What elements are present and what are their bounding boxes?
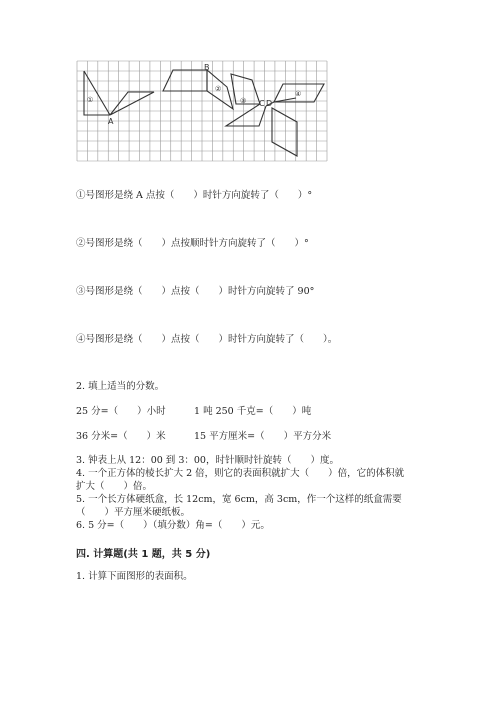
q4-line-2: 扩大（ ）倍。 xyxy=(76,481,153,492)
q2-item-3: 36 分米=（ ）米 xyxy=(76,431,166,442)
point-a-label: A xyxy=(108,117,114,126)
q1-line-1: ①号图形是绕 A 点按（ ）时针方向旋转了（ ）° xyxy=(76,190,313,201)
shape-2 xyxy=(163,70,233,109)
shape-4-number: ④ xyxy=(295,90,302,98)
point-b-label: B xyxy=(204,63,210,72)
shape-3-number: ③ xyxy=(240,97,247,105)
point-c-label: C xyxy=(259,99,265,108)
grid-lines xyxy=(77,61,327,161)
q2-item-4: 15 平方厘米=（ ）平方分米 xyxy=(194,431,332,442)
rotation-grid-figure xyxy=(76,60,328,162)
shape-1-number: ① xyxy=(87,96,94,104)
section-4-question-1: 1. 计算下面图形的表面积。 xyxy=(76,571,193,582)
point-d-label: D xyxy=(266,99,273,108)
q1-line-2: ②号图形是绕（ ）点按顺时针方向旋转了（ ）° xyxy=(76,238,309,249)
q4-line-1: 4. 一个正方体的棱长扩大 2 倍，则它的表面积就扩大（ ）倍，它的体积就 xyxy=(76,468,405,479)
q1-line-4: ④号图形是绕（ ）点按（ ）时针方向旋转了（ ）。 xyxy=(76,334,338,345)
q5-line-2: （ ）平方厘米硬纸板。 xyxy=(76,507,191,518)
q5-line-1: 5. 一个长方体硬纸盒，长 12cm，宽 6cm，高 3cm，作一个这样的纸盒需要 xyxy=(76,494,402,505)
q3-text: 3. 钟表上从 12：00 到 3：00，时针顺时针旋转（ ）度。 xyxy=(76,455,339,466)
q2-title: 2. 填上适当的分数。 xyxy=(76,381,165,392)
shape-2-number: ② xyxy=(215,85,222,93)
q1-line-3: ③号图形是绕（ ）点按（ ）时针方向旋转了 90° xyxy=(76,286,315,297)
section-4-heading: 四. 计算题(共 1 题，共 5 分) xyxy=(76,549,211,560)
shape-1 xyxy=(84,71,154,115)
q6-text: 6. 5 分=（ ）（填分数）角=（ ）元。 xyxy=(76,520,270,531)
q2-item-2: 1 吨 250 千克=（ ）吨 xyxy=(194,406,312,417)
q2-item-1: 25 分=（ ）小时 xyxy=(76,406,166,417)
